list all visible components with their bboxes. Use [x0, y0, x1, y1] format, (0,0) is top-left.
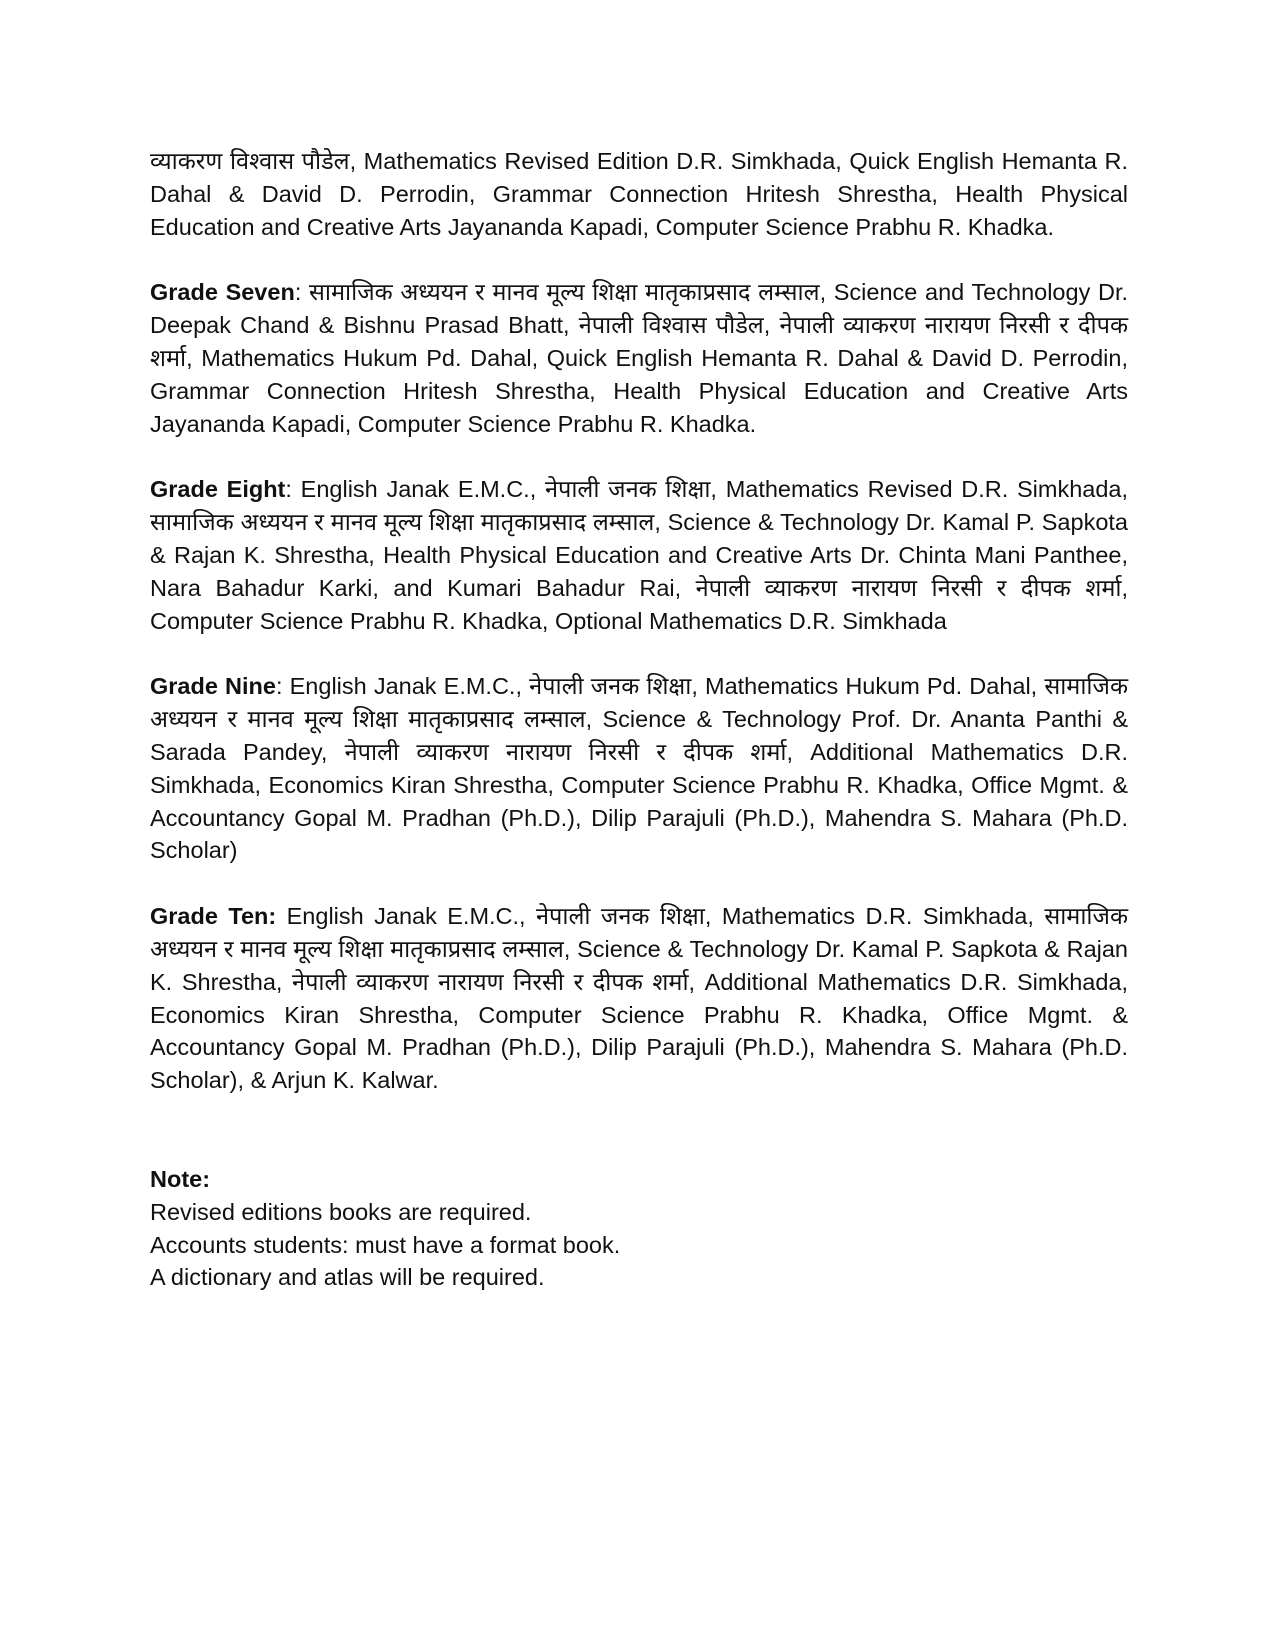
grade-eight-list: English Janak E.M.C., नेपाली जनक शिक्षा, Mathematics Revised D.R. Simkhada, सामाजिक अध्ययन र मानव मूल्य शिक्षा मातृकाप्रसाद लम्साल, Science & Technology Dr. Kamal P. Sapkota & Rajan K. Shrestha, Health Physical Education and Creative Arts Dr. Chinta Mani Panthee, Nara Bahadur Karki, and Kumari Bahadur Rai, नेपाली व्याकरण नारायण निरसी र दीपक शर्मा, Computer Science Prabhu R. Khadka, Optional Mathematics D.R. Simkhada — [150, 476, 1129, 634]
grade-nine-label: Grade Nine — [150, 673, 276, 700]
grade-eight-label: Grade Eight — [150, 476, 286, 503]
grade-seven-list: सामाजिक अध्ययन र मानव मूल्य शिक्षा मातृकाप्रसाद लम्साल, Science and Technology Dr. Deepak Chand & Bishnu Prasad Bhatt, नेपाली विश्वास पौडेल, नेपाली व्याकरण नारायण निरसी र दीपक शर्मा, Mathematics Hukum Pd. Dahal, Quick English Hemanta R. Dahal & David D. Perrodin, Grammar Connection Hritesh Shrestha, Health Physical Education and Creative Arts Jayananda Kapadi, Computer Science Prabhu R. Khadka. — [150, 279, 1129, 437]
grade-nine-books — [150, 670, 1128, 867]
note-line: Accounts students: must have a format book. — [150, 1231, 621, 1258]
note-section — [150, 1163, 1128, 1294]
grade-ten-list: English Janak E.M.C., नेपाली जनक शिक्षा, Mathematics D.R. Simkhada, सामाजिक अध्ययन र मानव मूल्य शिक्षा मातृकाप्रसाद लम्साल, Science & Technology Dr. Kamal P. Sapkota & Rajan K. Shrestha, नेपाली व्याकरण नारायण निरसी र दीपक शर्मा, Additional Mathematics D.R. Simkhada, Economics Kiran Shrestha, Computer Science Prabhu R. Khadka, Office Mgmt. & Accountancy Gopal M. Pradhan (Ph.D.), Dilip Parajuli (Ph.D.), Mahendra S. Mahara (Ph.D. Scholar), & Arjun K. Kalwar. — [150, 903, 1128, 1094]
document-page — [150, 145, 1128, 1294]
grade-eight-separator: : — [285, 476, 301, 503]
grade-seven-label: Grade Seven — [150, 279, 295, 306]
grade-eight-books — [150, 473, 1128, 637]
note-title: Note: — [150, 1165, 211, 1192]
grade-nine-list: English Janak E.M.C., नेपाली जनक शिक्षा, Mathematics Hukum Pd. Dahal, सामाजिक अध्ययन र मानव मूल्य शिक्षा मातृकाप्रसाद लम्साल, Science & Technology Prof. Dr. Ananta Panthi & Sarada Pandey, नेपाली व्याकरण नारायण निरसी र दीपक शर्मा, Additional Mathematics D.R. Simkhada, Economics Kiran Shrestha, Computer Science Prabhu R. Khadka, Office Mgmt. & Accountancy Gopal M. Pradhan (Ph.D.), Dilip Parajuli (Ph.D.), Mahendra S. Mahara (Ph.D. Scholar) — [150, 673, 1129, 864]
grade-nine-separator: : — [275, 673, 290, 700]
note-line: A dictionary and atlas will be required. — [150, 1264, 545, 1291]
grade-seven-books — [150, 276, 1128, 440]
grade-ten-books — [150, 900, 1128, 1097]
grade-ten-separator — [276, 903, 286, 929]
grade-seven-separator: : — [294, 279, 309, 306]
note-line: Revised editions books are required. — [150, 1198, 532, 1225]
grade-six-continuation: व्याकरण विश्वास पौडेल, Mathematics Revised Edition D.R. Simkhada, Quick English Hemanta R. Dahal & David D. Perrodin, Grammar Connection Hritesh Shrestha, Health Physical Education and Creative Arts Jayananda Kapadi, Computer Science Prabhu R. Khadka. — [150, 148, 1128, 240]
grade-ten-label: Grade Ten: — [150, 903, 277, 930]
